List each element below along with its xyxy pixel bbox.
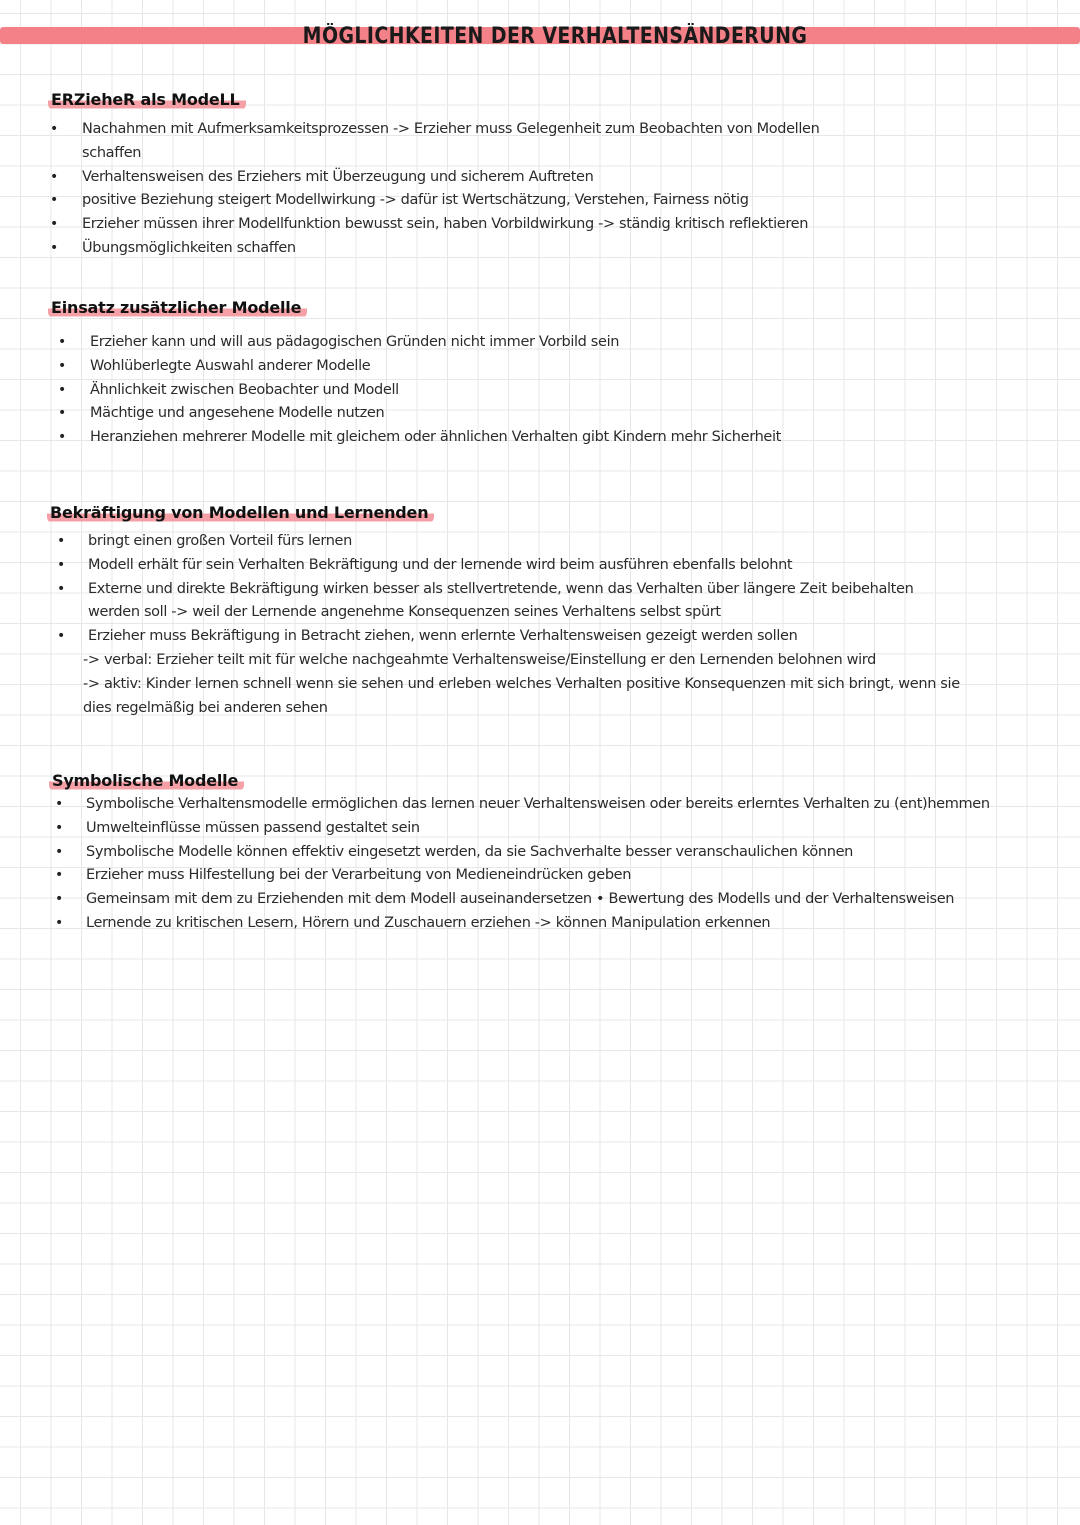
list-item: • bringt einen großen Vorteil fürs lernen: [57, 533, 352, 549]
bullet-list: [57, 530, 960, 720]
page-title: MÖGLICHKEITEN DER VERHALTENSÄNDERUNG: [302, 24, 808, 49]
list-item: • Verhaltensweisen des Erziehers mit Überzeugung und sicherem Auftreten: [50, 168, 594, 185]
section-heading: Bekräftigung von Modellen und Lernenden: [47, 503, 434, 523]
list-item: • Erzieher muss Hilfestellung bei der Verarbeitung von Medieneindrücken geben: [55, 867, 632, 884]
list-item: • Nachahmen mit Aufmerksamkeitsprozessen -> Erzieher muss Gelegenheit zum Beobachten von Modellen schaffen: [50, 121, 820, 161]
list-item: • Modell erhält für sein Verhalten Bekräftigung und der lernende wird beim ausführen ebenfalls belohnt: [57, 556, 793, 573]
bullet-list: [50, 118, 820, 261]
section-heading: Symbolische Modelle: [49, 771, 244, 791]
list-item: • Wohlüberlegte Auswahl anderer Modelle: [58, 357, 371, 374]
list-item: • Symbolische Modelle können effektiv eingesetzt werden, da sie Sachverhalte besser veranschaulichen können: [55, 843, 854, 860]
list-item: • Übungsmöglichkeiten schaffen: [50, 239, 296, 256]
bullet-list: [55, 793, 990, 936]
list-item: • Erzieher muss Bekräftigung in Betracht ziehen, wenn erlernte Verhaltensweisen gezeigt werden sollen -> verbal: Erzieher teilt mit für welche nachgeahmte Verhaltensweise/Einstellung er den Lernenden belohnen wird -> aktiv: Kinder lernen schnell wenn sie sehen und erleben welches Verhalten positive Konsequenzen mit sich bringt, wenn sie dies regelmäßig bei anderen sehen: [57, 628, 960, 716]
list-item: • Mächtige und angesehene Modelle nutzen: [58, 405, 385, 422]
list-item: • Lernende zu kritischen Lesern, Hörern und Zuschauern erziehen -> können Manipulation erkennen: [55, 914, 771, 931]
list-item: • Erzieher müssen ihrer Modellfunktion bewusst sein, haben Vorbildwirkung -> ständig kritisch reflektieren: [50, 216, 809, 233]
list-item: • Heranziehen mehrerer Modelle mit gleichem oder ähnlichen Verhalten gibt Kindern mehr Sicherheit: [58, 429, 782, 446]
list-item: • Erzieher kann und will aus pädagogischen Gründen nicht immer Vorbild sein: [58, 334, 620, 350]
list-item: • Symbolische Verhaltensmodelle ermöglichen das lernen neuer Verhaltensweisen oder bereits erlerntes Verhalten zu (ent)hemmen: [55, 796, 990, 812]
list-item: • Externe und direkte Bekräftigung wirken besser als stellvertretende, wenn das Verhalten über längere Zeit beibehalten werden soll -> weil der Lernende angenehme Konsequenzen seines Verhaltens selbst spürt: [57, 580, 914, 621]
list-item: • positive Beziehung steigert Modellwirkung -> dafür ist Wertschätzung, Verstehen, Fairness nötig: [50, 192, 749, 209]
list-item: • Gemeinsam mit dem zu Erziehenden mit dem Modell auseinandersetzen • Bewertung des Modells und der Verhaltensweisen: [55, 891, 955, 908]
list-item: • Ähnlichkeit zwischen Beobachter und Modell: [58, 381, 399, 398]
list-item: • Umwelteinflüsse müssen passend gestaltet sein: [55, 819, 420, 836]
section-heading: ERZieheR als ModeLL: [48, 90, 246, 110]
section-heading: Einsatz zusätzlicher Modelle: [48, 298, 307, 318]
bullet-list: [58, 331, 782, 450]
